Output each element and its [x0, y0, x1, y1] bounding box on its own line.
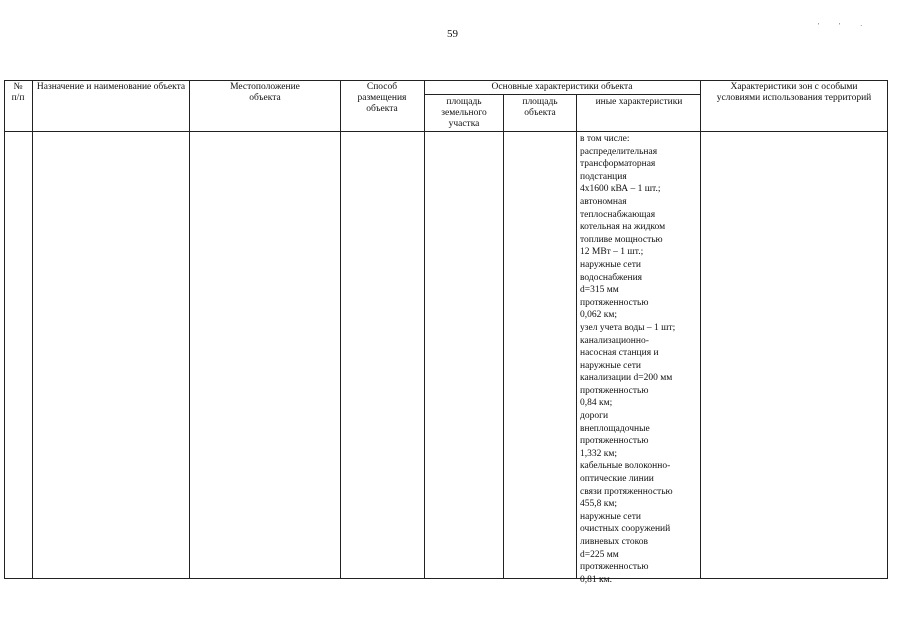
subheader-divider: [424, 94, 700, 95]
header-placement: Способ размещения объекта: [357, 82, 407, 114]
col-border: [340, 80, 341, 579]
header-name: Назначение и наименование объекта: [36, 82, 186, 92]
header-location: Местоположение объекта: [230, 82, 300, 103]
col-border: [503, 94, 504, 579]
table-bottom-border: [4, 578, 888, 579]
scan-artifact-marks: ' ' ·: [818, 22, 872, 30]
col-border: [32, 80, 33, 579]
page-number: 59: [447, 28, 458, 40]
header-main-characteristics: Основные характеристики объекта: [491, 82, 633, 92]
header-object-area: площадь объекта: [522, 97, 558, 118]
table-top-border: [4, 80, 888, 81]
header-zone-characteristics: Характеристики зон с особыми условиями использования территорий: [716, 82, 872, 103]
col-border: [576, 94, 577, 579]
header-number: № п/п: [11, 82, 25, 103]
other-characteristics-cell: в том числе: распределительная трансформаторная подстанция 4х1600 кВА – 1 шт.; автономная теплоснабжающая котельная на жидком топливе мощностью 12 МВт – 1 шт.; наружные сети водоснабжения d=315 мм протяженностью 0,062 км; узел учета воды – 1 шт; канализационно- насосная станция и наружные сети канализации d=200 мм протяженностью 0,84 км; дороги внеплощадочные протяженностью 1,332 км; кабельные волоконно- оптические линии связи протяженностью 455,8 км; наружные сети очистных сооружений ливневых стоков d=225 мм протяженностью 0,81 км.: [580, 134, 676, 585]
header-land-area: площадь земельного участка: [441, 97, 487, 129]
col-border: [4, 80, 5, 579]
col-border: [887, 80, 888, 579]
col-border: [424, 80, 425, 579]
header-other-characteristics: иные характеристики: [595, 97, 683, 107]
header-bottom-border: [4, 131, 888, 132]
col-border: [189, 80, 190, 579]
